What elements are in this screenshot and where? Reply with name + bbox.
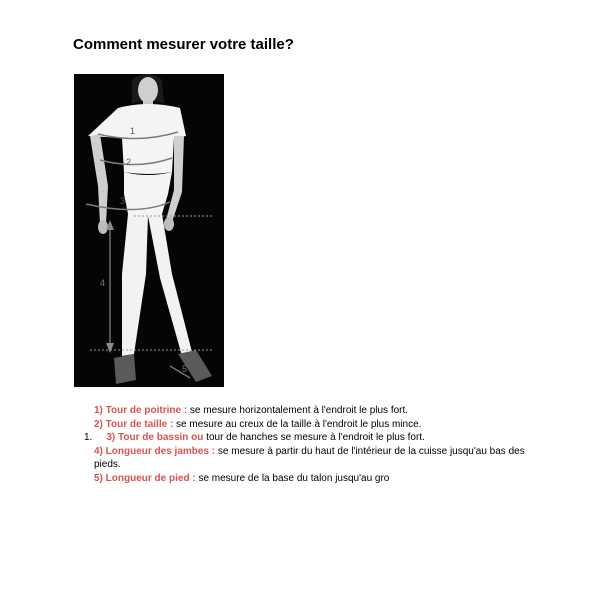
body-figure-illustration [74, 74, 224, 387]
instruction-term: 2) Tour de taille : [94, 418, 174, 430]
instruction-term: 1) Tour de poitrine : [94, 405, 188, 416]
list-marker: 1. [84, 432, 93, 443]
instruction-item-leg-length [94, 445, 534, 472]
instruction-term: 4) Longueur des jambes : [94, 445, 216, 457]
page-title: Comment mesurer votre taille? [73, 36, 294, 53]
instruction-text: tour de hanches se mesure à l'endroit le plus fort. [203, 432, 425, 443]
measurement-label-5: 5 [182, 364, 188, 374]
instruction-item-chest [94, 404, 534, 418]
instruction-text: se mesure à partir du haut de l'intérieur de la cuisse jusqu'au bas des pieds. [94, 445, 525, 470]
instruction-item-foot-length [94, 472, 534, 486]
measurement-label-4: 4 [100, 278, 106, 288]
measurement-label-2: 2 [126, 157, 132, 167]
instruction-text: se mesure au creux de la taille à l'endroit le plus mince. [173, 418, 422, 430]
instruction-term: 5) Longueur de pied : [94, 472, 196, 484]
measurement-label-1: 1 [130, 126, 136, 136]
measurement-label-3: 3 [120, 196, 126, 206]
measurement-instructions [84, 404, 534, 485]
measurement-photo [74, 74, 224, 387]
instruction-item-hips [84, 431, 534, 445]
instruction-text: se mesure horizontalement à l'endroit le plus fort. [187, 405, 409, 416]
instruction-item-waist [94, 418, 534, 432]
instruction-text: se mesure de la base du talon jusqu'au gro [195, 472, 390, 484]
instruction-term: 3) Tour de bassin ou [106, 432, 204, 443]
